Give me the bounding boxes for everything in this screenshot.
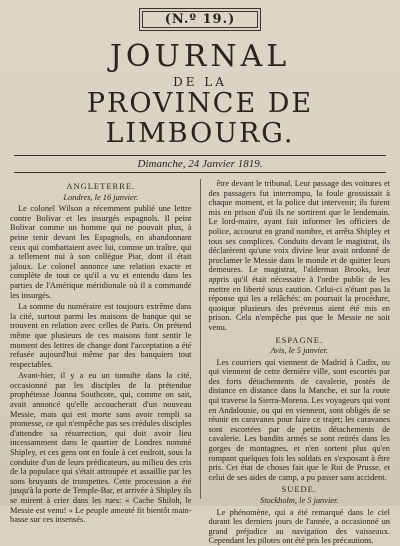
masthead-journal: JOURNAL	[109, 39, 291, 74]
article-paragraph: être devant le tribunal. Leur passage des voitures et des passagers fut interrompu, la foule grossissait à chaque moment, et la police dut intervenir; ils furent mis en prison d'où ils ne sortirent que le lendemain. Le lord-maire, ayant fait informer les officiers de police, accourut en grand nombre, et arrêta Shipley et tous ses complices. Conduits devant le magistrat, ils déclarèrent qu'une voix divine leur avait ordonné de proclamer le Messie dans le monde et de quitter leurs demeures. Le magistrat, l'alderman Brooks, leur appris qu'il était nécessaire à l'ordre public de les mettre en liberté sous caution. Celui-ci n'étant pas la réponse qui les a relâchés: on poursuit la procédure, quoique plusieurs des prévenus aient été mis en prison. Cela n'empêche pas que le Messie ne soit venu.	[208, 179, 390, 332]
masthead	[10, 41, 390, 149]
dateline-stockholm: Stockholm, le 5 janvier.	[260, 496, 339, 505]
dateline-londres: Londres, le 16 janvier.	[63, 192, 139, 202]
masthead-de-la: DE LA	[173, 75, 227, 89]
section-suede: SUEDE.	[281, 484, 317, 495]
issue-date: Dimanche, 24 Janvier 1819.	[14, 155, 386, 173]
article-paragraph: Avant-hier, il y a eu un tumulte dans la cité, occasionné par les disciples de la prétendue prophétesse Joanna Southcote, qui, comme on sait, avait annoncé qu'elle accoucherait d'un nouveau Messie, mais qui est morte sans avoir rempli sa promesse, ce qui n'empêche pas ses crédules disciples d'attendre sa résurrection, qui doit avoir lieu incessamment dans le quartier de Londres nommé Shipley, et ces gens ont en foule à cet endroit, sous la conduite d'un de leurs prédicateurs, au milieu des cris de la populace qui s'était attroupée et assaillie par les sons bruyants de trompettes. Cette procession a été jusqu'à la porte de Temple-Bar, et arrivée à Shipley ils se mirent à crier dans les rues: « Cache Shiloh, le Messie est venu! » Le peuple ameuté fit bientôt main-basse sur ces insensés.	[10, 371, 192, 525]
left-column	[10, 179, 192, 525]
column-divider	[200, 179, 201, 499]
section-angleterre: ANGLETERRE.	[66, 181, 136, 191]
article-paragraph: Le phénomène, qui a été remarqué dans le ciel durant les derniers jours de l'année, a occasionné un grand préjudice au navigation des vaisseaux. Cependant les pilotes ont été pris les précautions.	[208, 507, 390, 546]
right-column	[208, 179, 391, 546]
section-espagne: ESPAGNE.	[275, 334, 324, 345]
article-columns	[10, 179, 390, 546]
dateline-avis: Avis, le 5 janvier.	[270, 346, 328, 356]
article-paragraph: Les courriers qui viennent de Madrid à Cadix, ou qui viennent de cette dernière ville, sont escortés par des forts détachements de cavalerie, postés de distance en distance dans la Manche, et sur la route qui traverse la Sierra-Morena. Les voyageurs qui vont en Andalousie, ou qui en viennent, sont obligés de se réunir en caravanes pour faire ce trajet; les caravanes sont escortées par de petits détachements de cavalerie. Les bandits armés se sont retirés dans les gorges de montagnes, et n'en sortent plus qu'en rompant quelques fois les soldats en s'exposant à être pris. Cet état de choses fait que le Roi de Prusse, et celui de ses aides de camp, a pu passer sans accident.	[208, 357, 390, 482]
masthead-province: PROVINCE DE LIMBOURG.	[86, 88, 314, 149]
article-paragraph: La somme du numéraire est toujours extrême dans la cité, surtout parmi les maisons de banque qui se trouvent en relation avec celles de Paris. On prétend même que plusieurs de ces maisons font sentir le moment des lettres de change dont l'acceptation a été refusée aujourd'hui même par des banquiers tout respectables.	[10, 302, 192, 369]
article-paragraph: Le colonel Wilson a récemment publié une lettre contre Bolivar et les insurgés espagnols. Il peint Bolivar comme un homme qui ne pouvait plus, à peine tenir devant les Espagnols, en abandonnant ceux qui combattaient avec lui, comme un traître, qui a tellement nui à son collègue Piar, dont il était jaloux. Le colonel annonce une relation exacte et complète de tout ce qu'il a vu et entendu dans les parties de l'Amérique méridionale où il a commandé les insurgés.	[10, 204, 192, 300]
issue-number: (N.º 19.)	[139, 8, 261, 31]
